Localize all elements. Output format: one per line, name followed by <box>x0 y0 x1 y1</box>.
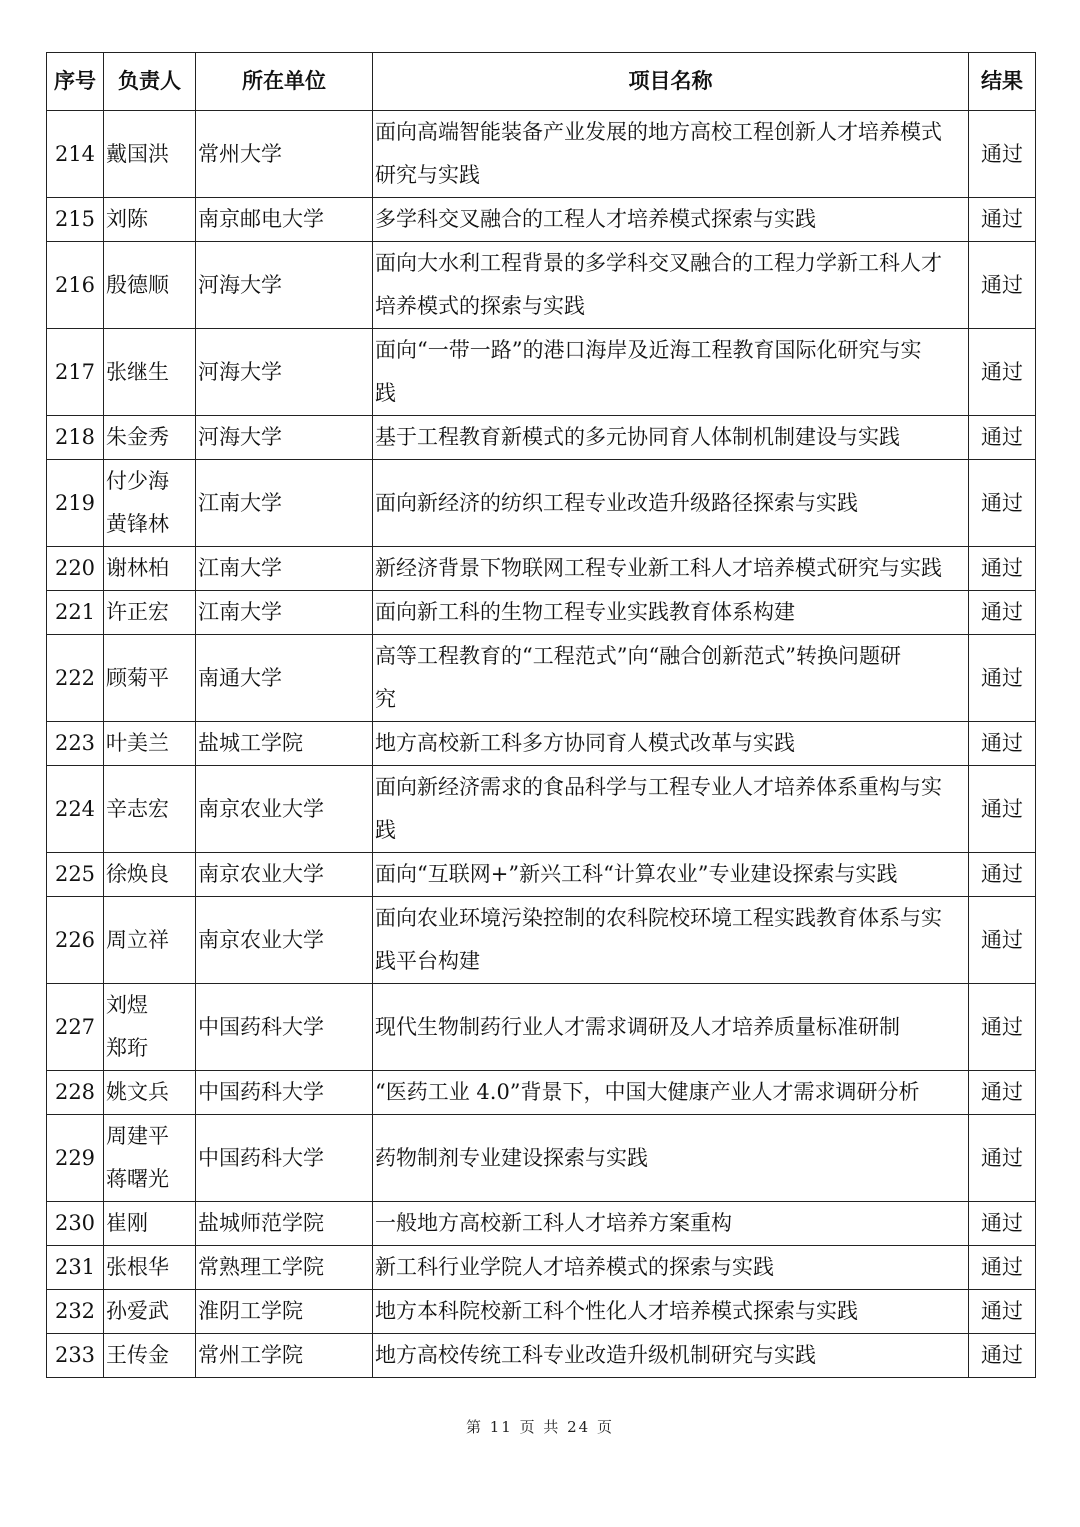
header-result: 结果 <box>969 53 1036 111</box>
cell-project <box>373 635 969 722</box>
cell-leader <box>104 1071 196 1115</box>
table-row <box>47 984 1036 1071</box>
leader-name: 殷德顺 <box>106 272 169 297</box>
leader-name: 孙爱武 <box>106 1299 169 1323</box>
cell-unit: 河海大学 <box>196 416 373 460</box>
project-line: “医药工业 4.0”背景下，中国大健康产业人才需求调研分析 <box>375 1080 920 1104</box>
cell-result: 通过 <box>969 1202 1036 1246</box>
project-line: 多学科交叉融合的工程人才培养模式探索与实践 <box>375 207 816 231</box>
project-line: 地方本科院校新工科个性化人才培养模式探索与实践 <box>375 1299 858 1323</box>
cell-unit: 中国药科大学 <box>196 1115 373 1202</box>
cell-no: 231 <box>47 1246 104 1290</box>
cell-no: 225 <box>47 853 104 897</box>
project-line: 践 <box>375 381 396 405</box>
leader-name: 周立祥 <box>106 927 169 952</box>
table-row <box>47 1290 1036 1334</box>
cell-no: 230 <box>47 1202 104 1246</box>
cell-result: 通过 <box>969 1115 1036 1202</box>
cell-no: 232 <box>47 1290 104 1334</box>
project-line: 药物制剂专业建设探索与实践 <box>375 1145 648 1170</box>
leader-name: 周建平 <box>106 1124 169 1148</box>
cell-project <box>373 416 969 460</box>
cell-result: 通过 <box>969 591 1036 635</box>
cell-unit: 南京农业大学 <box>196 853 373 897</box>
table-row <box>47 766 1036 853</box>
leader-name: 王传金 <box>106 1343 169 1367</box>
project-line: 面向“互联网+”新兴工科“计算农业”专业建设探索与实践 <box>375 862 898 886</box>
cell-unit: 盐城师范学院 <box>196 1202 373 1246</box>
cell-leader <box>104 1290 196 1334</box>
cell-leader <box>104 1334 196 1378</box>
table-body <box>47 111 1036 1378</box>
leader-name: 戴国洪 <box>106 141 169 166</box>
table-row <box>47 242 1036 329</box>
cell-project <box>373 111 969 198</box>
cell-no: 223 <box>47 722 104 766</box>
table-row <box>47 329 1036 416</box>
cell-result: 通过 <box>969 416 1036 460</box>
leader-name: 谢林柏 <box>106 556 169 580</box>
cell-leader <box>104 198 196 242</box>
cell-unit: 盐城工学院 <box>196 722 373 766</box>
cell-leader <box>104 1246 196 1290</box>
cell-project <box>373 984 969 1071</box>
cell-result: 通过 <box>969 853 1036 897</box>
cell-leader <box>104 897 196 984</box>
cell-result: 通过 <box>969 198 1036 242</box>
cell-unit: 南京邮电大学 <box>196 198 373 242</box>
project-line: 面向大水利工程背景的多学科交叉融合的工程力学新工科人才 <box>375 251 942 275</box>
cell-unit: 中国药科大学 <box>196 984 373 1071</box>
table-row <box>47 198 1036 242</box>
cell-result: 通过 <box>969 1334 1036 1378</box>
cell-no: 222 <box>47 635 104 722</box>
cell-leader <box>104 416 196 460</box>
leader-name: 付少海 <box>106 469 169 493</box>
project-line: 践 <box>375 818 396 842</box>
cell-project <box>373 722 969 766</box>
cell-no: 220 <box>47 547 104 591</box>
cell-leader <box>104 766 196 853</box>
cell-project <box>373 591 969 635</box>
project-line: 地方高校新工科多方协同育人模式改革与实践 <box>375 731 795 755</box>
table-row <box>47 1246 1036 1290</box>
project-line: 面向“一带一路”的港口海岸及近海工程教育国际化研究与实 <box>375 338 922 362</box>
cell-unit: 江南大学 <box>196 591 373 635</box>
cell-unit: 淮阴工学院 <box>196 1290 373 1334</box>
cell-no: 214 <box>47 111 104 198</box>
cell-leader <box>104 460 196 547</box>
cell-result: 通过 <box>969 1290 1036 1334</box>
cell-unit: 河海大学 <box>196 242 373 329</box>
cell-leader <box>104 984 196 1071</box>
cell-project <box>373 897 969 984</box>
project-line: 面向新工科的生物工程专业实践教育体系构建 <box>375 600 795 624</box>
leader-name: 郑珩 <box>106 1036 148 1060</box>
cell-no: 217 <box>47 329 104 416</box>
cell-no: 215 <box>47 198 104 242</box>
leader-name: 姚文兵 <box>106 1080 169 1104</box>
cell-project <box>373 766 969 853</box>
cell-unit: 中国药科大学 <box>196 1071 373 1115</box>
project-line: 面向农业环境污染控制的农科院校环境工程实践教育体系与实 <box>375 906 942 930</box>
project-line: 基于工程教育新模式的多元协同育人体制机制建设与实践 <box>375 425 900 449</box>
cell-no: 219 <box>47 460 104 547</box>
project-line: 面向新经济需求的食品科学与工程专业人才培养体系重构与实 <box>375 775 942 799</box>
cell-project <box>373 1334 969 1378</box>
cell-result: 通过 <box>969 984 1036 1071</box>
header-unit: 所在单位 <box>196 53 373 111</box>
leader-name: 叶美兰 <box>106 731 169 755</box>
cell-result: 通过 <box>969 722 1036 766</box>
cell-project <box>373 460 969 547</box>
cell-result: 通过 <box>969 635 1036 722</box>
cell-no: 229 <box>47 1115 104 1202</box>
cell-no: 226 <box>47 897 104 984</box>
cell-unit: 南京农业大学 <box>196 897 373 984</box>
project-line: 现代生物制药行业人才需求调研及人才培养质量标准研制 <box>375 1014 900 1039</box>
table-row <box>47 111 1036 198</box>
cell-result: 通过 <box>969 766 1036 853</box>
cell-leader <box>104 591 196 635</box>
project-line: 培养模式的探索与实践 <box>375 294 585 318</box>
leader-name: 崔刚 <box>106 1211 148 1235</box>
cell-unit: 江南大学 <box>196 547 373 591</box>
leader-name: 张继生 <box>106 359 169 384</box>
table-row <box>47 460 1036 547</box>
table-row <box>47 853 1036 897</box>
leader-name: 朱金秀 <box>106 425 169 449</box>
cell-leader <box>104 547 196 591</box>
cell-leader <box>104 635 196 722</box>
project-line: 一般地方高校新工科人才培养方案重构 <box>375 1211 732 1235</box>
cell-no: 233 <box>47 1334 104 1378</box>
cell-result: 通过 <box>969 242 1036 329</box>
leader-name: 刘陈 <box>106 207 148 231</box>
cell-leader <box>104 242 196 329</box>
table-row <box>47 1115 1036 1202</box>
project-line: 新经济背景下物联网工程专业新工科人才培养模式研究与实践 <box>375 556 942 580</box>
table-row <box>47 722 1036 766</box>
cell-result: 通过 <box>969 111 1036 198</box>
cell-project <box>373 547 969 591</box>
cell-unit: 河海大学 <box>196 329 373 416</box>
project-line: 地方高校传统工科专业改造升级机制研究与实践 <box>375 1343 816 1367</box>
cell-result: 通过 <box>969 460 1036 547</box>
cell-project <box>373 1115 969 1202</box>
table-row <box>47 897 1036 984</box>
cell-leader <box>104 329 196 416</box>
leader-name: 刘煜 <box>106 993 148 1017</box>
leader-name: 蒋曙光 <box>106 1167 169 1191</box>
cell-result: 通过 <box>969 897 1036 984</box>
cell-project <box>373 1246 969 1290</box>
cell-no: 221 <box>47 591 104 635</box>
cell-result: 通过 <box>969 547 1036 591</box>
page-footer: 第 11 页 共 24 页 <box>465 1418 614 1436</box>
project-line: 高等工程教育的“工程范式”向“融合创新范式”转换问题研 <box>375 644 901 668</box>
cell-leader <box>104 1115 196 1202</box>
header-leader: 负责人 <box>104 53 196 111</box>
leader-name: 许正宏 <box>106 600 169 624</box>
cell-project <box>373 1202 969 1246</box>
leader-name: 徐焕良 <box>106 862 169 886</box>
cell-result: 通过 <box>969 1071 1036 1115</box>
project-line: 践平台构建 <box>375 949 480 973</box>
project-line: 究 <box>375 687 396 711</box>
cell-project <box>373 1071 969 1115</box>
leader-name: 张根华 <box>106 1255 169 1279</box>
table-header-row <box>47 53 1036 111</box>
cell-leader <box>104 111 196 198</box>
leader-name: 顾菊平 <box>106 665 169 690</box>
cell-unit: 南通大学 <box>196 635 373 722</box>
cell-project <box>373 853 969 897</box>
cell-no: 216 <box>47 242 104 329</box>
cell-unit: 常州工学院 <box>196 1334 373 1378</box>
leader-name: 辛志宏 <box>106 796 169 821</box>
table-row <box>47 1202 1036 1246</box>
table-row <box>47 1071 1036 1115</box>
project-line: 研究与实践 <box>375 163 480 187</box>
cell-no: 227 <box>47 984 104 1071</box>
cell-project <box>373 242 969 329</box>
cell-unit: 常熟理工学院 <box>196 1246 373 1290</box>
cell-result: 通过 <box>969 329 1036 416</box>
cell-unit: 常州大学 <box>196 111 373 198</box>
cell-no: 218 <box>47 416 104 460</box>
cell-unit: 江南大学 <box>196 460 373 547</box>
table-row <box>47 547 1036 591</box>
cell-project <box>373 198 969 242</box>
cell-project <box>373 329 969 416</box>
table-row <box>47 591 1036 635</box>
cell-leader <box>104 853 196 897</box>
header-no: 序号 <box>47 53 104 111</box>
leader-name: 黄锋林 <box>106 512 169 536</box>
cell-leader <box>104 722 196 766</box>
project-line: 面向新经济的纺织工程专业改造升级路径探索与实践 <box>375 490 858 515</box>
table-row <box>47 635 1036 722</box>
cell-unit: 南京农业大学 <box>196 766 373 853</box>
project-line: 面向高端智能装备产业发展的地方高校工程创新人才培养模式 <box>375 120 942 144</box>
cell-no: 224 <box>47 766 104 853</box>
cell-result: 通过 <box>969 1246 1036 1290</box>
table-row <box>47 1334 1036 1378</box>
cell-project <box>373 1290 969 1334</box>
cell-leader <box>104 1202 196 1246</box>
header-project: 项目名称 <box>373 53 969 111</box>
cell-no: 228 <box>47 1071 104 1115</box>
project-table <box>46 52 1036 1378</box>
table-row <box>47 416 1036 460</box>
project-line: 新工科行业学院人才培养模式的探索与实践 <box>375 1255 774 1279</box>
